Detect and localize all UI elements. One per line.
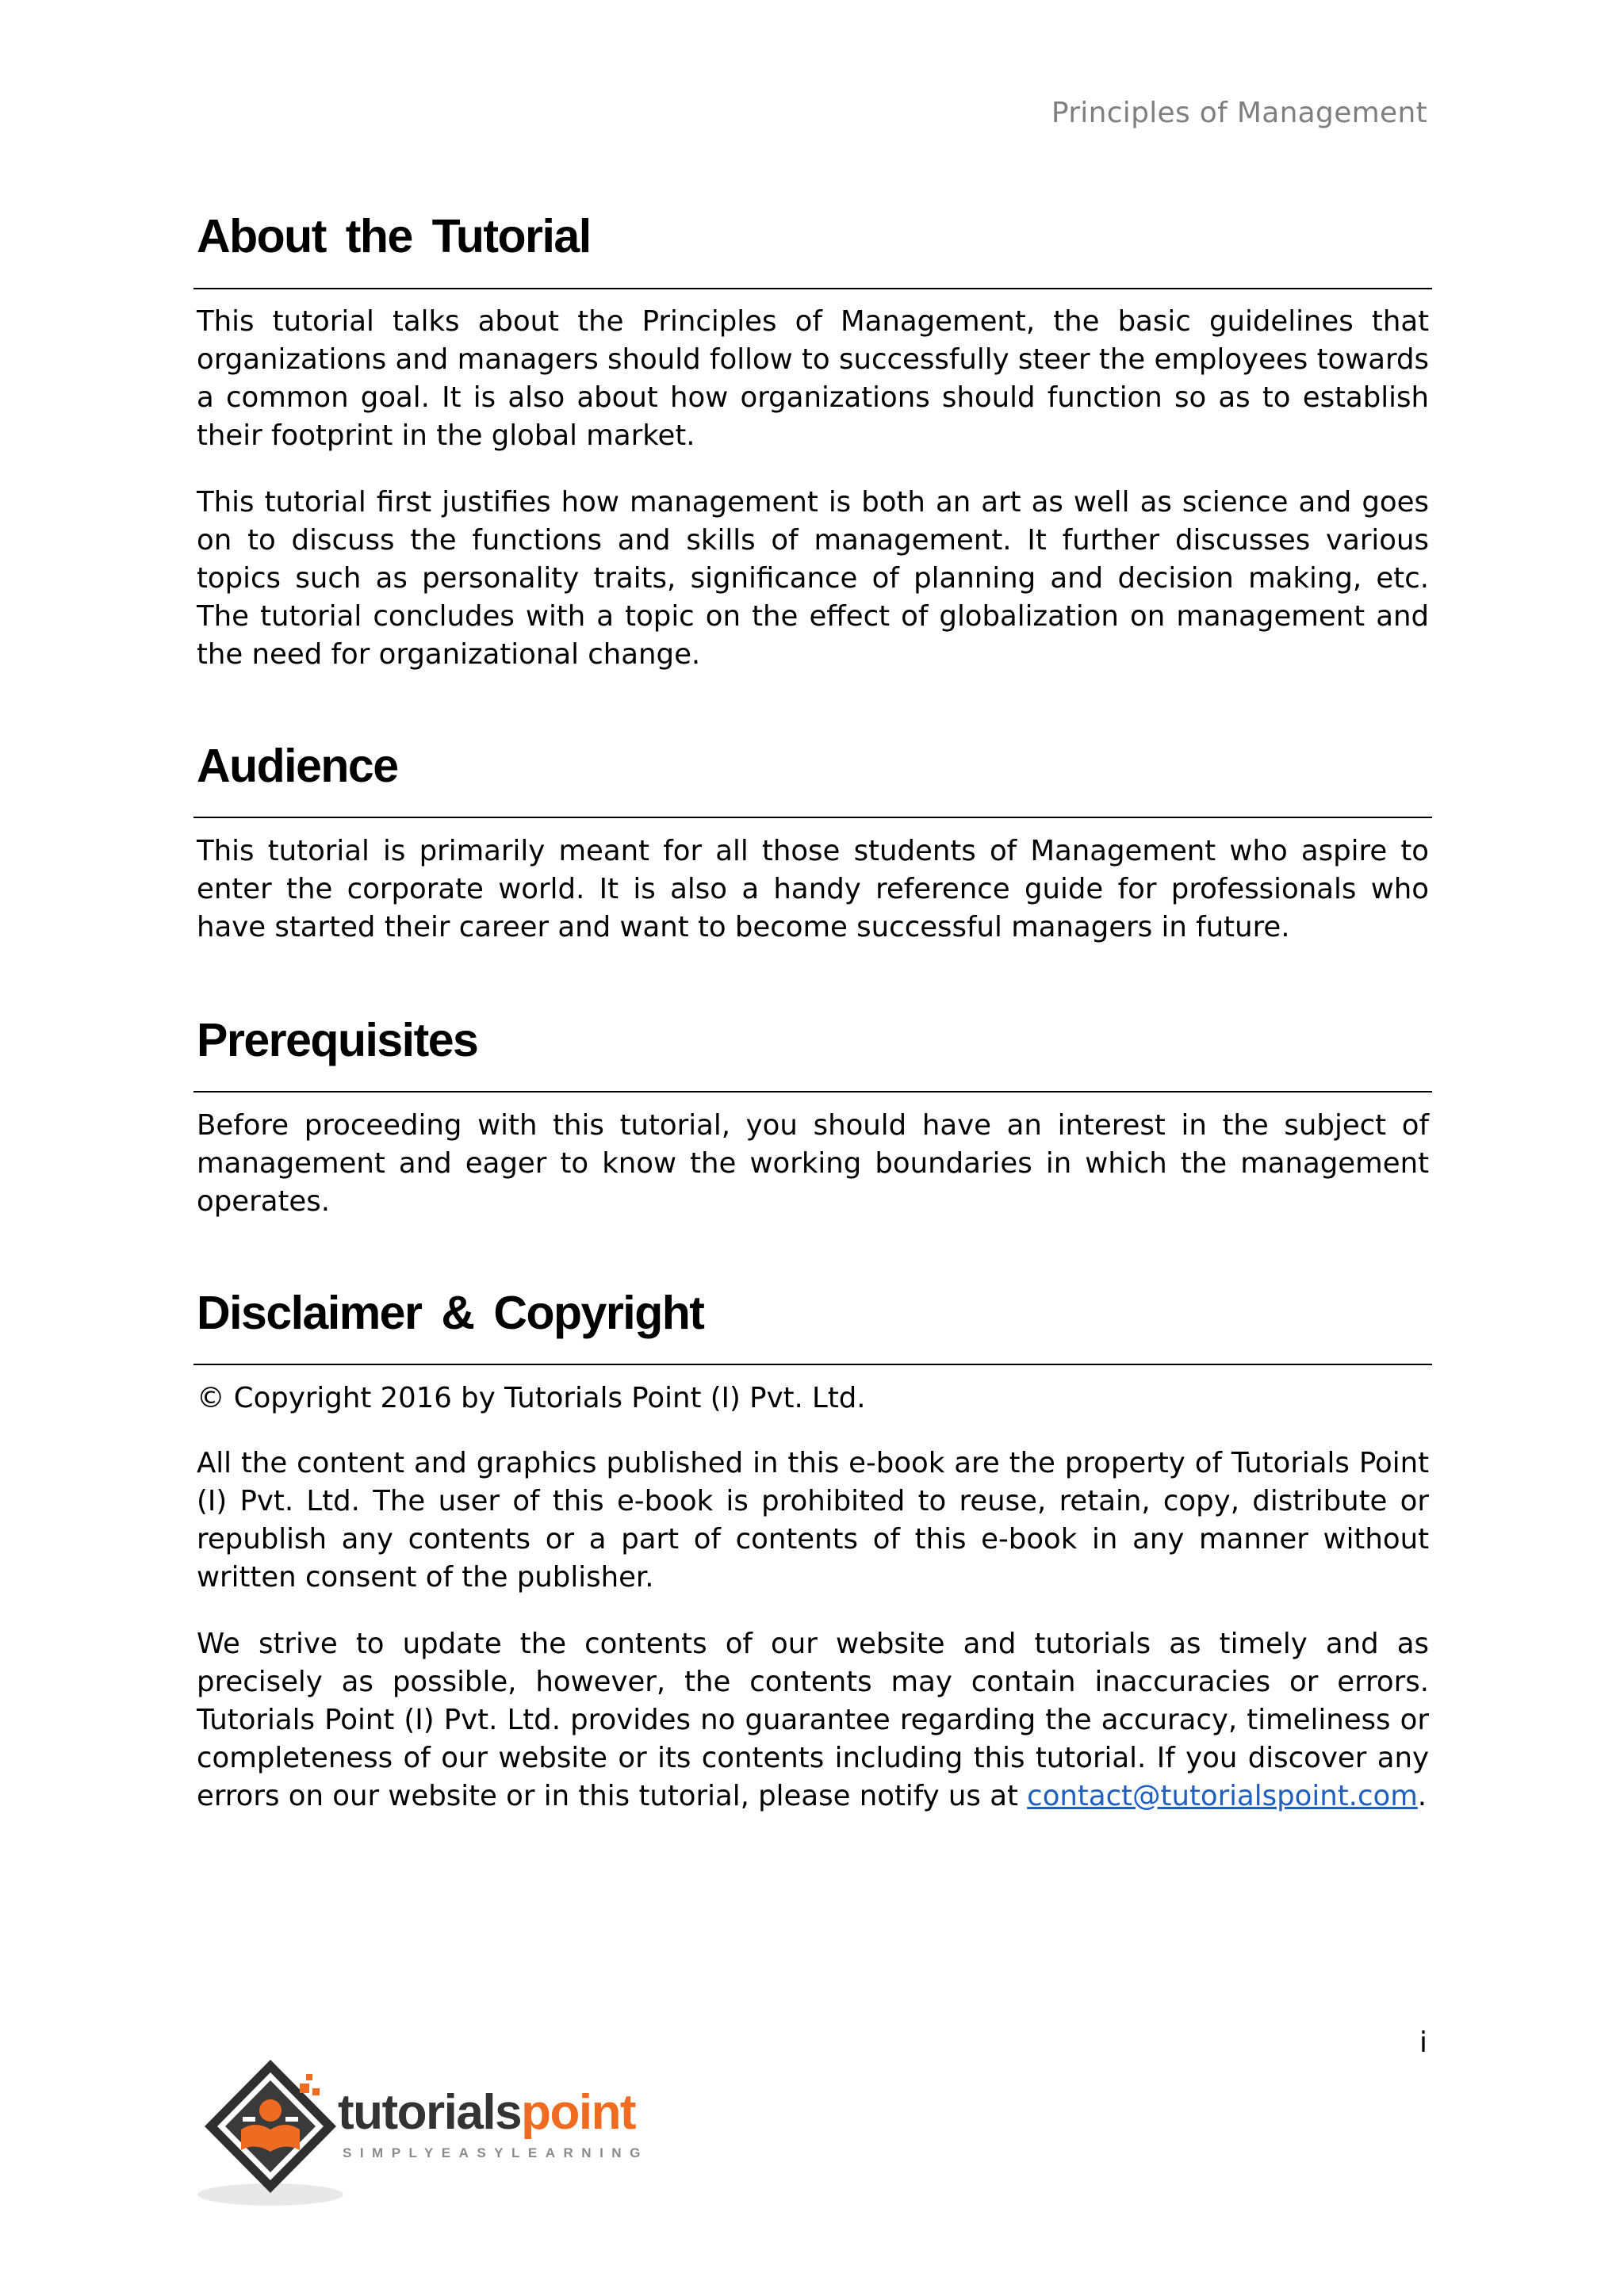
section-disclaimer-body-2 (197, 1625, 1429, 1816)
section-about (197, 208, 1429, 265)
audience-paragraph-1: This tutorial is primarily meant for all those students of Management who aspire to enter the corporate world. It is also a handy reference guide for professionals who have started their career and want to become successful managers in future. (197, 835, 1429, 943)
disclaimer-paragraph-2 (197, 1625, 1429, 1816)
section-prerequisites (197, 1012, 1429, 1069)
logo-word-tutorials: tutorials (338, 2085, 522, 2140)
logo-tagline: SIMPLYEASYLEARNING (343, 2145, 649, 2160)
heading-rule-about (193, 288, 1432, 289)
section-audience (197, 737, 1429, 794)
disclaimer-paragraph-2-text: We strive to update the contents of our website and tutorials as timely and as precisely as possible, however, the contents may contain inaccuracies or errors. Tutorials Point (I) Pvt. Ltd. provides no guarantee regarding the accuracy, timeliness or completeness of our website or its contents including this tutorial. If you discover any errors on our website or in this tutorial, please notify us at (197, 1628, 1429, 1812)
section-prerequisites-body (197, 1107, 1429, 1221)
heading-rule-prerequisites (193, 1091, 1432, 1093)
tutorialspoint-logo (195, 2053, 703, 2212)
contact-email-link[interactable]: contact@tutorialspoint.com (1027, 1780, 1418, 1812)
heading-disclaimer: Disclaimer & Copyright (197, 1287, 704, 1339)
logo-word-point: point (521, 2085, 636, 2140)
section-disclaimer-copyright (197, 1380, 1429, 1418)
running-header-title: Principles of Management (1051, 97, 1427, 129)
heading-about: About the Tutorial (197, 210, 591, 262)
tutorialspoint-logo-icon (195, 2053, 346, 2212)
trailing-period: . (1417, 1780, 1427, 1812)
section-about-body (197, 303, 1429, 455)
logo-wordmark (338, 2085, 636, 2140)
section-about-body-2 (197, 484, 1429, 674)
page-number: i (1419, 2026, 1427, 2059)
heading-audience: Audience (197, 740, 398, 792)
section-disclaimer-body (197, 1445, 1429, 1597)
about-paragraph-1: This tutorial talks about the Principles of Management, the basic guidelines that organizations and managers should follow to successfully steer the employees towards a common goal. It is also about how organizations should function so as to establish their footprint in the global market. (197, 305, 1429, 452)
heading-rule-disclaimer (193, 1364, 1432, 1365)
section-disclaimer (197, 1284, 1429, 1341)
disclaimer-paragraph-1: All the content and graphics published in this e-book are the property of Tutorials Point (I) Pvt. Ltd. The user of this e-book is prohibited to reuse, retain, copy, distribute or republish any contents or a part of contents of this e-book in any manner without written consent of the publisher. (197, 1447, 1429, 1594)
section-audience-body (197, 832, 1429, 947)
prerequisites-paragraph-1: Before proceeding with this tutorial, you should have an interest in the subject of management and eager to know the working boundaries in which the management operates. (197, 1109, 1429, 1218)
heading-prerequisites: Prerequisites (197, 1014, 478, 1066)
heading-rule-audience (193, 817, 1432, 818)
copyright-line: © Copyright 2016 by Tutorials Point (I) Pvt. Ltd. (197, 1382, 866, 1414)
about-paragraph-2: This tutorial first justifies how management is both an art as well as science and goes on to discuss the functions and skills of management. It further discusses various topics such as personality traits, significance of planning and decision making, etc. The tutorial concludes with a topic on the effect of globalization on management and the need for organizational change. (197, 486, 1429, 671)
